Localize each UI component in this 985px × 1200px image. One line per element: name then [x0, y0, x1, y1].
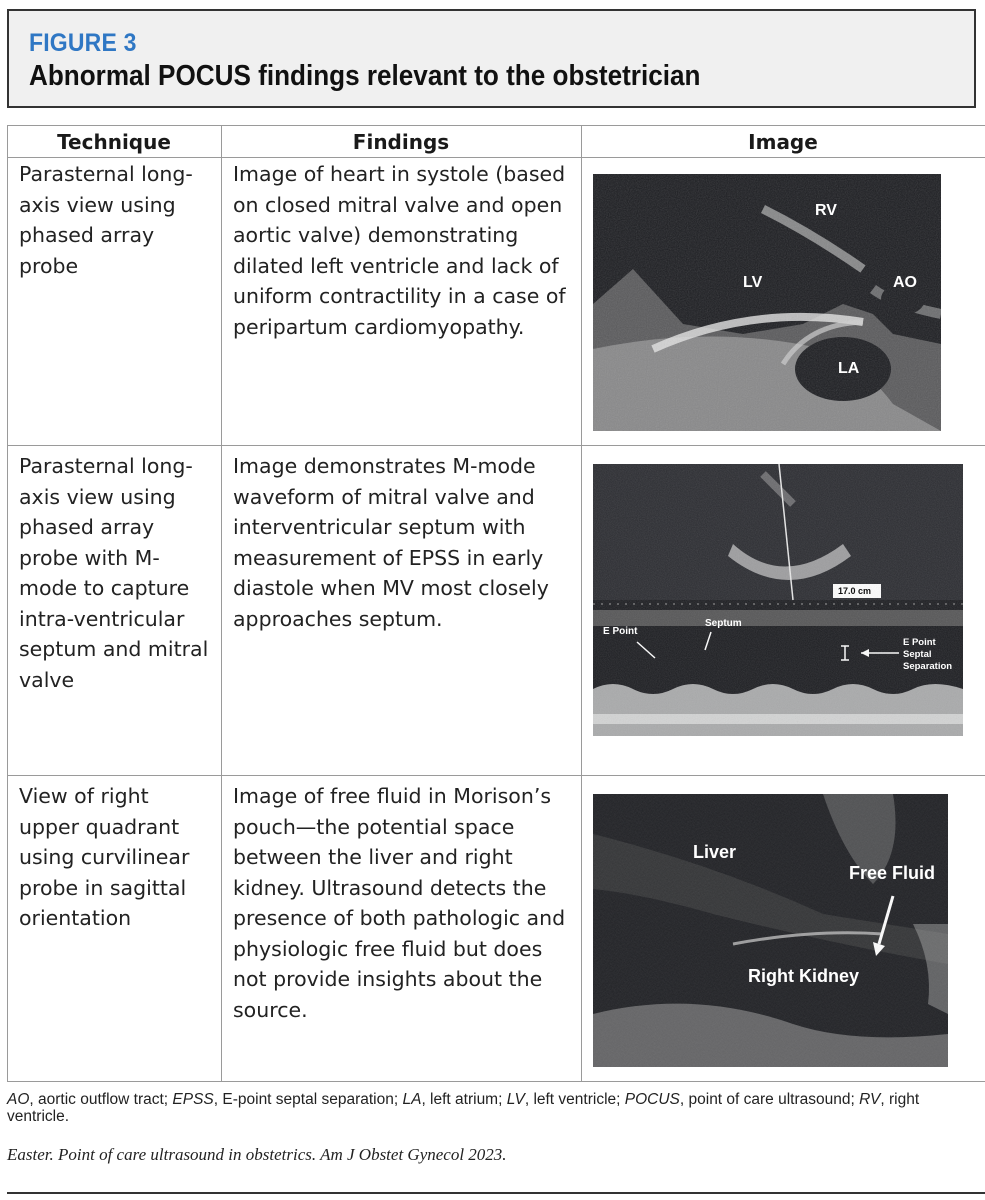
col-line-1	[221, 125, 222, 1082]
mmode-image	[593, 464, 963, 736]
ruq-graphic	[593, 794, 948, 1067]
mmode-graphic	[593, 464, 963, 736]
label-scale: 17.0 cm	[838, 586, 872, 596]
header-rule	[7, 157, 985, 158]
figure-title: Abnormal POCUS findings relevant to the obstetrician	[29, 60, 701, 92]
header-technique: Technique	[57, 130, 171, 154]
header-findings: Findings	[352, 130, 450, 154]
echo-plax-graphic	[593, 174, 941, 431]
label-la: LA	[838, 360, 860, 377]
table-bottom-rule	[7, 1081, 985, 1082]
label-lv: LV	[743, 274, 763, 291]
figure-label: FIGURE 3	[29, 29, 137, 57]
label-septum: Septum	[705, 618, 742, 629]
figure-header	[7, 9, 976, 108]
row1-findings: Image of heart in systole (based on closed mitral valve and open aortic valve) demonstrating dilated left ventricle and lack of uniform contractility in a case of peripartum cardiomyopathy.	[233, 162, 566, 339]
col-line-left	[7, 125, 8, 1082]
label-liver: Liver	[693, 842, 737, 862]
row2-technique: Parasternal long- axis view using phased array probe with M- mode to capture intra-ventricular septum and mitral valve	[19, 454, 209, 692]
label-free-fluid: Free Fluid	[849, 863, 936, 883]
label-epss: E Point Septal Separation	[903, 637, 953, 672]
echo-plax-image	[593, 174, 941, 431]
table-top-rule	[7, 125, 985, 126]
label-rv: RV	[815, 202, 837, 219]
row-divider-2	[7, 775, 985, 776]
header-image: Image	[748, 130, 818, 154]
row2-findings: Image demonstrates M-mode waveform of mitral valve and interventricular septum with measurement of EPSS in early diastole when MV most closely approaches septum.	[233, 454, 549, 631]
row3-technique: View of right upper quadrant using curvilinear probe in sagittal orientation	[19, 784, 190, 930]
label-e-point: E Point	[603, 626, 638, 637]
abbreviations-footnote: AO, aortic outflow tract; EPSS, E-point septal separation; LA, left atrium; LV, left ventricle; POCUS, point of care ultrasound; RV, right ventricle.	[7, 1091, 920, 1125]
label-right-kidney: Right Kidney	[748, 966, 859, 986]
bottom-rule	[7, 1192, 985, 1194]
citation: Easter. Point of care ultrasound in obstetrics. Am J Obstet Gynecol 2023.	[7, 1145, 507, 1164]
ruq-image	[593, 794, 948, 1067]
label-ao: AO	[893, 274, 917, 291]
row1-technique: Parasternal long- axis view using phased array probe	[19, 162, 193, 278]
row3-findings: Image of free fluid in Morison’s pouch—the potential space between the liver and right kidney. Ultrasound detects the presence of both pathologic and physiologic free fluid but does not provide insights about the source.	[233, 784, 566, 1022]
row-divider-1	[7, 445, 985, 446]
